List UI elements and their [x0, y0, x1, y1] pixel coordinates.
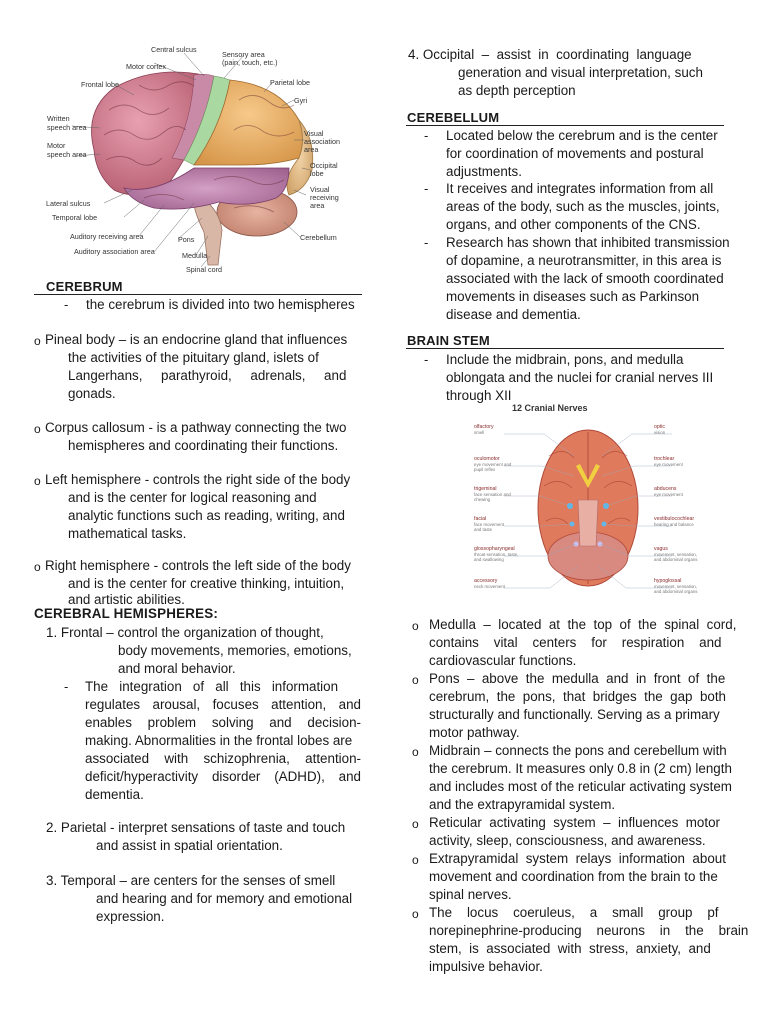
medulla-line: cardiovascular functions. [429, 653, 577, 668]
nerve-olfactory: olfactory [474, 424, 494, 430]
brainstem-line: Include the midbrain, pons, and medulla [446, 352, 684, 367]
label-occipital-1: Occipital [310, 161, 338, 170]
occipital-line: as depth perception [458, 83, 576, 98]
cerebellum-line: organs, and other components of the CNS. [446, 217, 701, 232]
pons-line: cerebrum, the pons, that bridges the gap both [429, 689, 727, 704]
label-visual-receiving-1: Visual [310, 185, 330, 194]
frontal-dash-marker: - [64, 679, 69, 694]
nerve-optic: optic [654, 424, 665, 430]
occipital-line: generation and visual interpretation, such [458, 65, 703, 80]
midbrain-line: and includes most of the reticular activating system [429, 779, 732, 794]
nerve-glossopharyngeal-desc: throat sensation, taste, [474, 552, 519, 557]
nerve-oculomotor: oculomotor [474, 456, 500, 462]
nerve-trigeminal: trigeminal [474, 486, 497, 492]
cerebellum-heading: CEREBELLUM [407, 110, 500, 125]
label-visual-receiving-2: receiving [310, 193, 339, 202]
label-visual-receiving-3: area [310, 201, 325, 210]
extrapyramidal-line: movement and coordination from the brain to the [429, 869, 718, 884]
locus-coeruleus-line: impulsive behavior. [429, 959, 543, 974]
nerve-trigeminal-desc: chewing [474, 497, 491, 502]
left-hemisphere-line: mathematical tasks. [68, 526, 187, 541]
cranial-nerves-figure [474, 396, 702, 608]
frontal-dash-line: deficit/hyperactivity disorder (ADHD), and [85, 769, 361, 784]
left-hemisphere-lead: Left hemisphere - controls the right side of the body [45, 472, 351, 487]
frontal-lead: 1. Frontal – control the organization of thought, [46, 625, 324, 640]
pons-line: motor pathway. [429, 725, 520, 740]
frontal-line: and moral behavior. [118, 661, 236, 676]
medulla-line: Medulla – located at the top of the spinal cord, [429, 617, 737, 632]
temporal-line: and hearing and for memory and emotional [96, 891, 353, 906]
nerve-vestibulocochlear-desc: hearing and balance [654, 522, 694, 527]
left-hemisphere-line: analytic functions such as reading, writing, and [68, 508, 345, 523]
nerve-glossopharyngeal-desc: and swallowing [474, 557, 504, 562]
bullet-marker: o [34, 422, 41, 436]
bullet-marker: o [412, 745, 419, 759]
corpus-callosum-line: hemispheres and coordinating their functions. [68, 438, 339, 453]
nerve-accessory: accessory [474, 578, 498, 584]
pineal-body-line: the activities of the pituitary gland, islets of [68, 350, 319, 365]
cerebellum-line: movements in diseases such as Parkinson [446, 289, 700, 304]
right-hemisphere-line: and is the center for creative thinking, intuition, [68, 576, 345, 591]
cranial-nerves-title: 12 Cranial Nerves [512, 403, 588, 413]
nerve-abducens-desc: eye movement [654, 492, 683, 497]
right-hemisphere-lead: Right hemisphere - controls the left side of the body [45, 558, 351, 573]
label-auditory-receiving: Auditory receiving area [70, 232, 144, 241]
brainstem-heading: BRAIN STEM [407, 333, 490, 348]
ras-line: Reticular activating system – influences motor [429, 815, 720, 830]
label-cerebellum: Cerebellum [300, 233, 337, 242]
nerve-vagus-desc: movement, sensation, [654, 552, 697, 557]
cerebrum-dash-text: the cerebrum is divided into two hemispheres [86, 297, 355, 312]
label-frontal-lobe: Frontal lobe [81, 80, 119, 89]
midbrain-line: Midbrain – connects the pons and cerebellum with [429, 743, 727, 758]
frontal-dash-line: regulates arousal, focuses attention, and [85, 697, 361, 712]
bullet-marker: o [412, 673, 419, 687]
brainstem-line: oblongata and the nuclei for cranial nerves III [446, 370, 714, 385]
nerve-oculomotor-desc: eye movement and [474, 462, 512, 467]
nerve-olfactory-desc: smell [474, 430, 485, 435]
bullet-marker: o [412, 817, 419, 831]
extrapyramidal-line: Extrapyramidal system relays information about [429, 851, 726, 866]
ras-line: activity, sleep, consciousness, and awareness. [429, 833, 706, 848]
nerve-glossopharyngeal: glossopharyngeal [474, 546, 515, 552]
pons-line: structurally and functionally. Serving as a primary [429, 707, 720, 722]
bullet-marker: o [34, 474, 41, 488]
label-visual-association-2: association [304, 137, 340, 146]
locus-coeruleus-line: stem, is associated with stress, anxiety, and [429, 941, 711, 956]
frontal-dash-line: dementia. [85, 787, 144, 802]
left-hemisphere-line: and is the center for logical reasoning and [68, 490, 317, 505]
cerebellum-line: Research has shown that inhibited transmission [446, 235, 730, 250]
label-sensory-area-sub: (pain, touch, etc.) [222, 58, 278, 67]
frontal-dash-line: associated with schizophrenia, attention- [85, 751, 361, 766]
brainstem-inferior-shape [578, 500, 598, 546]
cerebellum-line: of dopamine, a neurotransmitter, in this area is [446, 253, 722, 268]
cerebral-hemispheres-heading: CEREBRAL HEMISPHERES: [34, 606, 219, 621]
frontal-dash-line: making. Abnormalities in the frontal lobes are [85, 733, 353, 748]
nerve-accessory-desc: neck movement [474, 584, 505, 589]
midbrain-line: the cerebrum. It measures only 0.8 in (2 cm) length [429, 761, 732, 776]
nerve-trigeminal-desc: face sensation and [474, 492, 511, 497]
locus-coeruleus-line: The locus coeruleus, a small group pf [429, 905, 719, 920]
label-pons: Pons [178, 235, 195, 244]
temporal-line: expression. [96, 909, 165, 924]
label-temporal-lobe: Temporal lobe [52, 213, 98, 222]
cerebellum-line: It receives and integrates information from all [446, 181, 714, 196]
nerve-vestibulocochlear: vestibulocochlear [654, 516, 695, 522]
label-visual-association-3: area [304, 145, 319, 154]
nerve-oculomotor-desc: pupil reflex [474, 467, 496, 472]
nerve-hypoglossal-desc: movement, sensation, [654, 584, 697, 589]
label-sensory-area: Sensory area [222, 50, 265, 59]
parietal-lead: 2. Parietal - interpret sensations of taste and touch [46, 820, 346, 835]
cerebrum-heading-rule [34, 294, 362, 295]
nerve-facial: facial [474, 516, 487, 522]
label-parietal-lobe: Parietal lobe [270, 78, 310, 87]
nerve-vagus-desc: and abdominal organs [654, 557, 698, 562]
cerebrum-heading: CEREBRUM [46, 279, 123, 294]
cerebellum-line: Located below the cerebrum and is the center [446, 128, 718, 143]
nerve-hypoglossal: hypoglossal [654, 578, 682, 584]
frontal-dash-line: enables problem solving and decision- [85, 715, 361, 730]
parietal-line: and assist in spatial orientation. [96, 838, 283, 853]
pons-line: Pons – above the medulla and in front of the [429, 671, 726, 686]
label-motor-speech-1: Motor [47, 141, 66, 150]
brainstem-dash-marker: - [424, 352, 429, 367]
label-gyri: Gyri [294, 96, 308, 105]
brainstem-heading-rule [406, 348, 724, 349]
label-motor-cortex: Motor cortex [126, 62, 166, 71]
corpus-callosum-lead: Corpus callosum - is a pathway connecting the two [45, 420, 347, 435]
nerve-trochlear: trochlear [654, 456, 675, 462]
pineal-body-lead: Pineal body – is an endocrine gland that influences [45, 332, 348, 347]
cerebellum-line: for coordination of movements and postural [446, 146, 704, 161]
label-central-sulcus: Central sulcus [151, 45, 197, 54]
nerve-trochlear-desc: eye movement [654, 462, 683, 467]
brainstem-line: through XII [446, 388, 512, 403]
label-visual-association-1: Visual [304, 129, 324, 138]
label-spinal-cord: Spinal cord [186, 265, 222, 274]
right-hemisphere-line: and artistic abilities. [68, 592, 185, 607]
pineal-body-line: gonads. [68, 386, 116, 401]
temporal-lead: 3. Temporal – are centers for the senses of smell [46, 873, 336, 888]
label-occipital-2: lobe [310, 169, 324, 178]
cerebellum-line: adjustments. [446, 164, 522, 179]
bullet-marker: o [34, 560, 41, 574]
label-written-speech-1: Written [47, 114, 70, 123]
cerebellum-heading-rule [406, 125, 724, 126]
label-motor-speech-2: speech area [47, 150, 87, 159]
label-written-speech-2: speech area [47, 123, 87, 132]
nerve-facial-desc: face movement [474, 522, 505, 527]
cerebellum-dash-marker: - [424, 181, 429, 196]
cerebellum-line: areas of the body, such as the muscles, joints, [446, 199, 720, 214]
label-auditory-association: Auditory association area [74, 247, 155, 256]
pineal-body-line: Langerhans, parathyroid, adrenals, and [68, 368, 347, 383]
frontal-line: body movements, memories, emotions, [118, 643, 352, 658]
label-lateral-sulcus: Lateral sulcus [46, 199, 91, 208]
extrapyramidal-line: spinal nerves. [429, 887, 512, 902]
nerve-vagus: vagus [654, 546, 668, 552]
cerebellum-line: disease and dementia. [446, 307, 581, 322]
midbrain-line: and the extrapyramidal system. [429, 797, 616, 812]
nerve-hypoglossal-desc: and abdominal organs [654, 589, 698, 594]
bullet-marker: o [412, 907, 419, 921]
locus-coeruleus-line: norepinephrine-producing neurons in the brain [429, 923, 749, 938]
cerebrum-dash-marker: - [64, 297, 69, 312]
bullet-marker: o [412, 619, 419, 633]
occipital-lead: 4. Occipital – assist in coordinating language [408, 47, 692, 62]
frontal-dash-line: The integration of all this information [85, 679, 339, 694]
medulla-line: contains vital centers for respiration and [429, 635, 722, 650]
cerebellum-line: associated with the lack of smooth coordinated [446, 271, 724, 286]
bullet-marker: o [34, 334, 41, 348]
nerve-facial-desc: and taste [474, 527, 493, 532]
brain-lateral-figure [44, 40, 344, 278]
nerve-optic-desc: vision [654, 430, 666, 435]
cerebellum-dash-marker: - [424, 235, 429, 250]
label-medulla: Medulla [182, 251, 208, 260]
nerve-abducens: abducens [654, 486, 677, 492]
bullet-marker: o [412, 853, 419, 867]
cerebellum-dash-marker: - [424, 128, 429, 143]
